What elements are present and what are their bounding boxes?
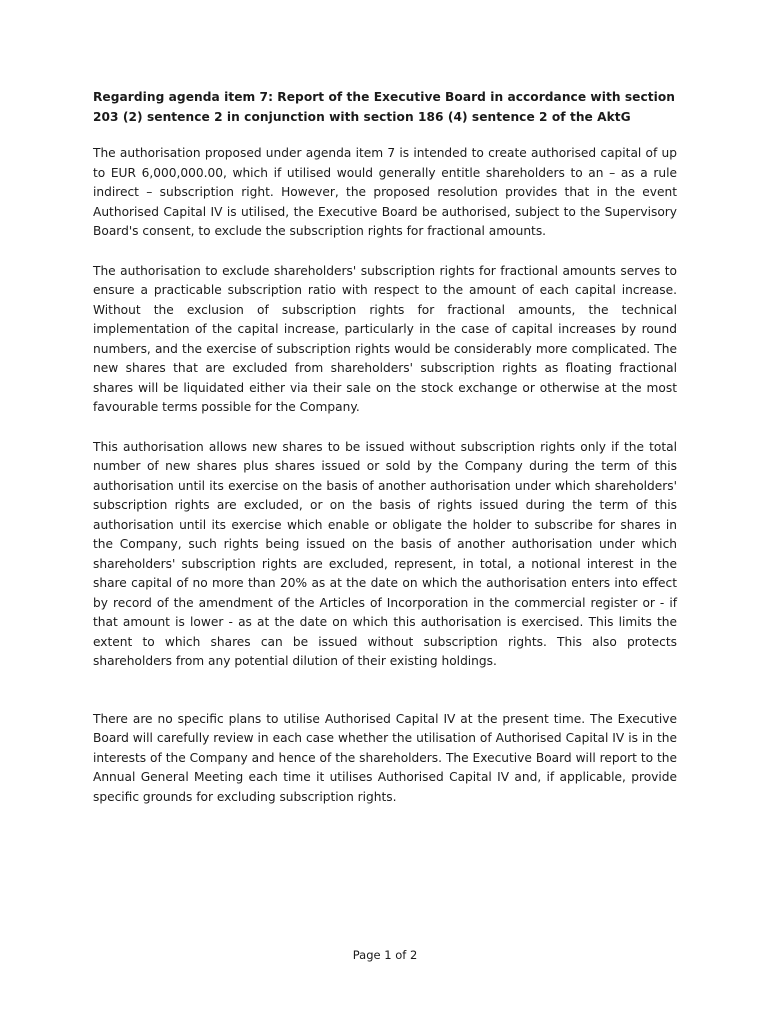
page-number: Page 1 of 2	[352, 948, 418, 962]
paragraph-fractional-amounts: The authorisation to exclude shareholders' subscription rights for fractional amounts serves to ensure a practicable subscription ratio with respect to the amount of each capital increase. Without the exclusion of subscription rights for fractional amounts, the technical implementation of the capital increase, particularly in the case of capital increases by round numbers, and the exercise of subscription rights would be considerably more complicated. The new shares that are excluded from shareholders' subscription rights as floating fractional shares will be liquidated either via their sale on the stock exchange or otherwise at the most favourable terms possible for the Company.	[93, 263, 677, 414]
paragraph-no-specific-plans: There are no specific plans to utilise Authorised Capital IV at the present time. The Executive Board will carefully review in each case whether the utilisation of Authorised Capital IV is in the interests of the Company and hence of the shareholders. The Executive Board will report to the Annual General Meeting each time it utilises Authorised Capital IV and, if applicable, provide specific grounds for excluding subscription rights.	[93, 711, 677, 804]
document-body	[93, 88, 677, 827]
section-heading: Regarding agenda item 7: Report of the Executive Board in accordance with section 203 (2) sentence 2 in conjunction with section 186 (4) sentence 2 of the AktG	[93, 90, 676, 124]
paragraph-subscription-limit: This authorisation allows new shares to be issued without subscription rights only if the total number of new shares plus shares issued or sold by the Company during the term of this authorisation until its exercise on the basis of another authorisation under which shareholders' subscription rights are excluded, or on the basis of rights issued during the term of this authorisation until its exercise which enable or obligate the holder to subscribe for shares in the Company, such rights being issued on the basis of another authorisation under which shareholders' subscription rights are excluded, represent, in total, a notional interest in the share capital of no more than 20% as at the date on which the authorisation enters into effect by record of the amendment of the Articles of Incorporation in the commercial register or - if that amount is lower - as at the date on which this authorisation is exercised. This limits the extent to which shares can be issued without subscription rights. This also protects shareholders from any potential dilution of their existing holdings.	[93, 439, 677, 668]
paragraph-authorisation-overview: The authorisation proposed under agenda item 7 is intended to create authorised capital of up to EUR 6,000,000.00, which if utilised would generally entitle shareholders to an – as a rule indirect – subscription right. However, the proposed resolution provides that in the event Authorised Capital IV is utilised, the Executive Board be authorised, subject to the Supervisory Board's consent, to exclude the subscription rights for fractional amounts.	[93, 146, 677, 238]
